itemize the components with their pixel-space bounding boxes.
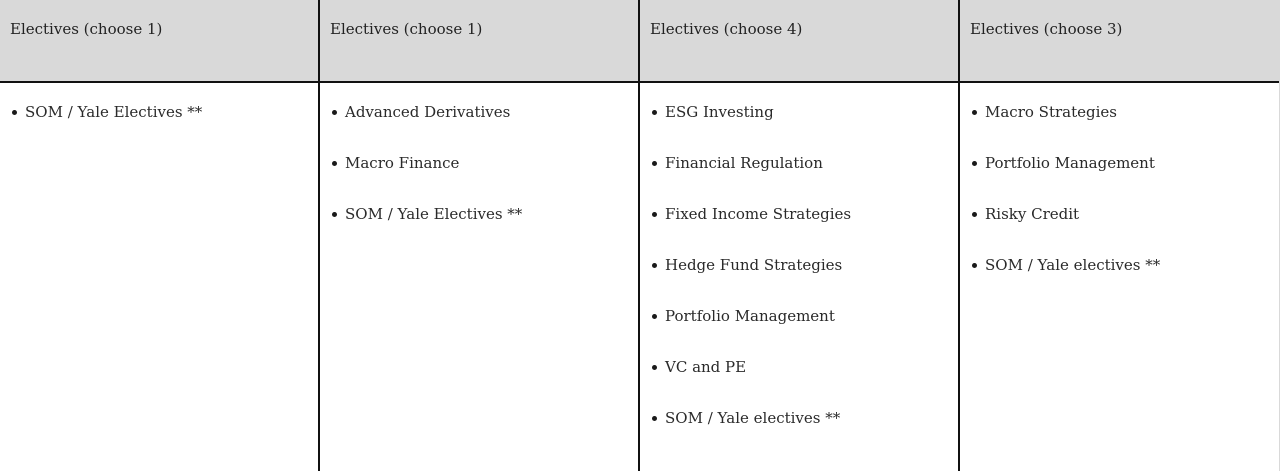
- list-item: [650, 152, 948, 174]
- bullet-icon: [332, 212, 337, 217]
- list-item: [650, 254, 948, 276]
- elective-label: ESG Investing: [665, 103, 774, 121]
- bullet-icon: [972, 263, 977, 268]
- bullet-icon: [652, 314, 657, 319]
- column-body: [0, 83, 318, 471]
- column-header: Electives (choose 1): [320, 0, 638, 83]
- elective-label: Portfolio Management: [665, 307, 835, 325]
- bullet-icon: [972, 110, 977, 115]
- elective-label: Macro Strategies: [985, 103, 1117, 121]
- electives-column-4: [960, 0, 1280, 471]
- list-item: [650, 407, 948, 429]
- elective-list: [970, 101, 1269, 276]
- list-item: [970, 101, 1269, 123]
- list-item: [970, 254, 1269, 276]
- bullet-icon: [652, 110, 657, 115]
- list-item: [650, 101, 948, 123]
- bullet-icon: [332, 161, 337, 166]
- list-item: [330, 152, 628, 174]
- elective-label: VC and PE: [665, 358, 747, 376]
- list-item: [650, 356, 948, 378]
- elective-label: Hedge Fund Strategies: [665, 256, 843, 274]
- column-body: [960, 83, 1279, 471]
- elective-label: SOM / Yale electives **: [665, 409, 841, 427]
- electives-column-3: [640, 0, 960, 471]
- bullet-icon: [652, 365, 657, 370]
- bullet-icon: [12, 110, 17, 115]
- elective-label: Fixed Income Strategies: [665, 205, 852, 223]
- bullet-icon: [652, 416, 657, 421]
- column-body: [640, 83, 958, 471]
- bullet-icon: [332, 110, 337, 115]
- elective-label: SOM / Yale Electives **: [25, 103, 203, 121]
- elective-label: Macro Finance: [345, 154, 460, 172]
- elective-list: [10, 101, 308, 123]
- list-item: [970, 152, 1269, 174]
- column-header: Electives (choose 4): [640, 0, 958, 83]
- elective-list: [650, 101, 948, 429]
- column-header: Electives (choose 3): [960, 0, 1279, 83]
- list-item: [650, 305, 948, 327]
- electives-column-2: [320, 0, 640, 471]
- electives-column-1: [0, 0, 320, 471]
- list-item: [330, 203, 628, 225]
- bullet-icon: [972, 161, 977, 166]
- elective-label: SOM / Yale Electives **: [345, 205, 523, 223]
- bullet-icon: [652, 263, 657, 268]
- column-body: [320, 83, 638, 471]
- bullet-icon: [972, 212, 977, 217]
- elective-label: Advanced Derivatives: [345, 103, 511, 121]
- column-header: Electives (choose 1): [0, 0, 318, 83]
- bullet-icon: [652, 161, 657, 166]
- elective-label: Financial Regulation: [665, 154, 823, 172]
- bullet-icon: [652, 212, 657, 217]
- list-item: [330, 101, 628, 123]
- elective-label: SOM / Yale electives **: [985, 256, 1161, 274]
- list-item: [650, 203, 948, 225]
- list-item: [970, 203, 1269, 225]
- elective-list: [330, 101, 628, 225]
- elective-label: Portfolio Management: [985, 154, 1155, 172]
- list-item: [10, 101, 308, 123]
- elective-label: Risky Credit: [985, 205, 1080, 223]
